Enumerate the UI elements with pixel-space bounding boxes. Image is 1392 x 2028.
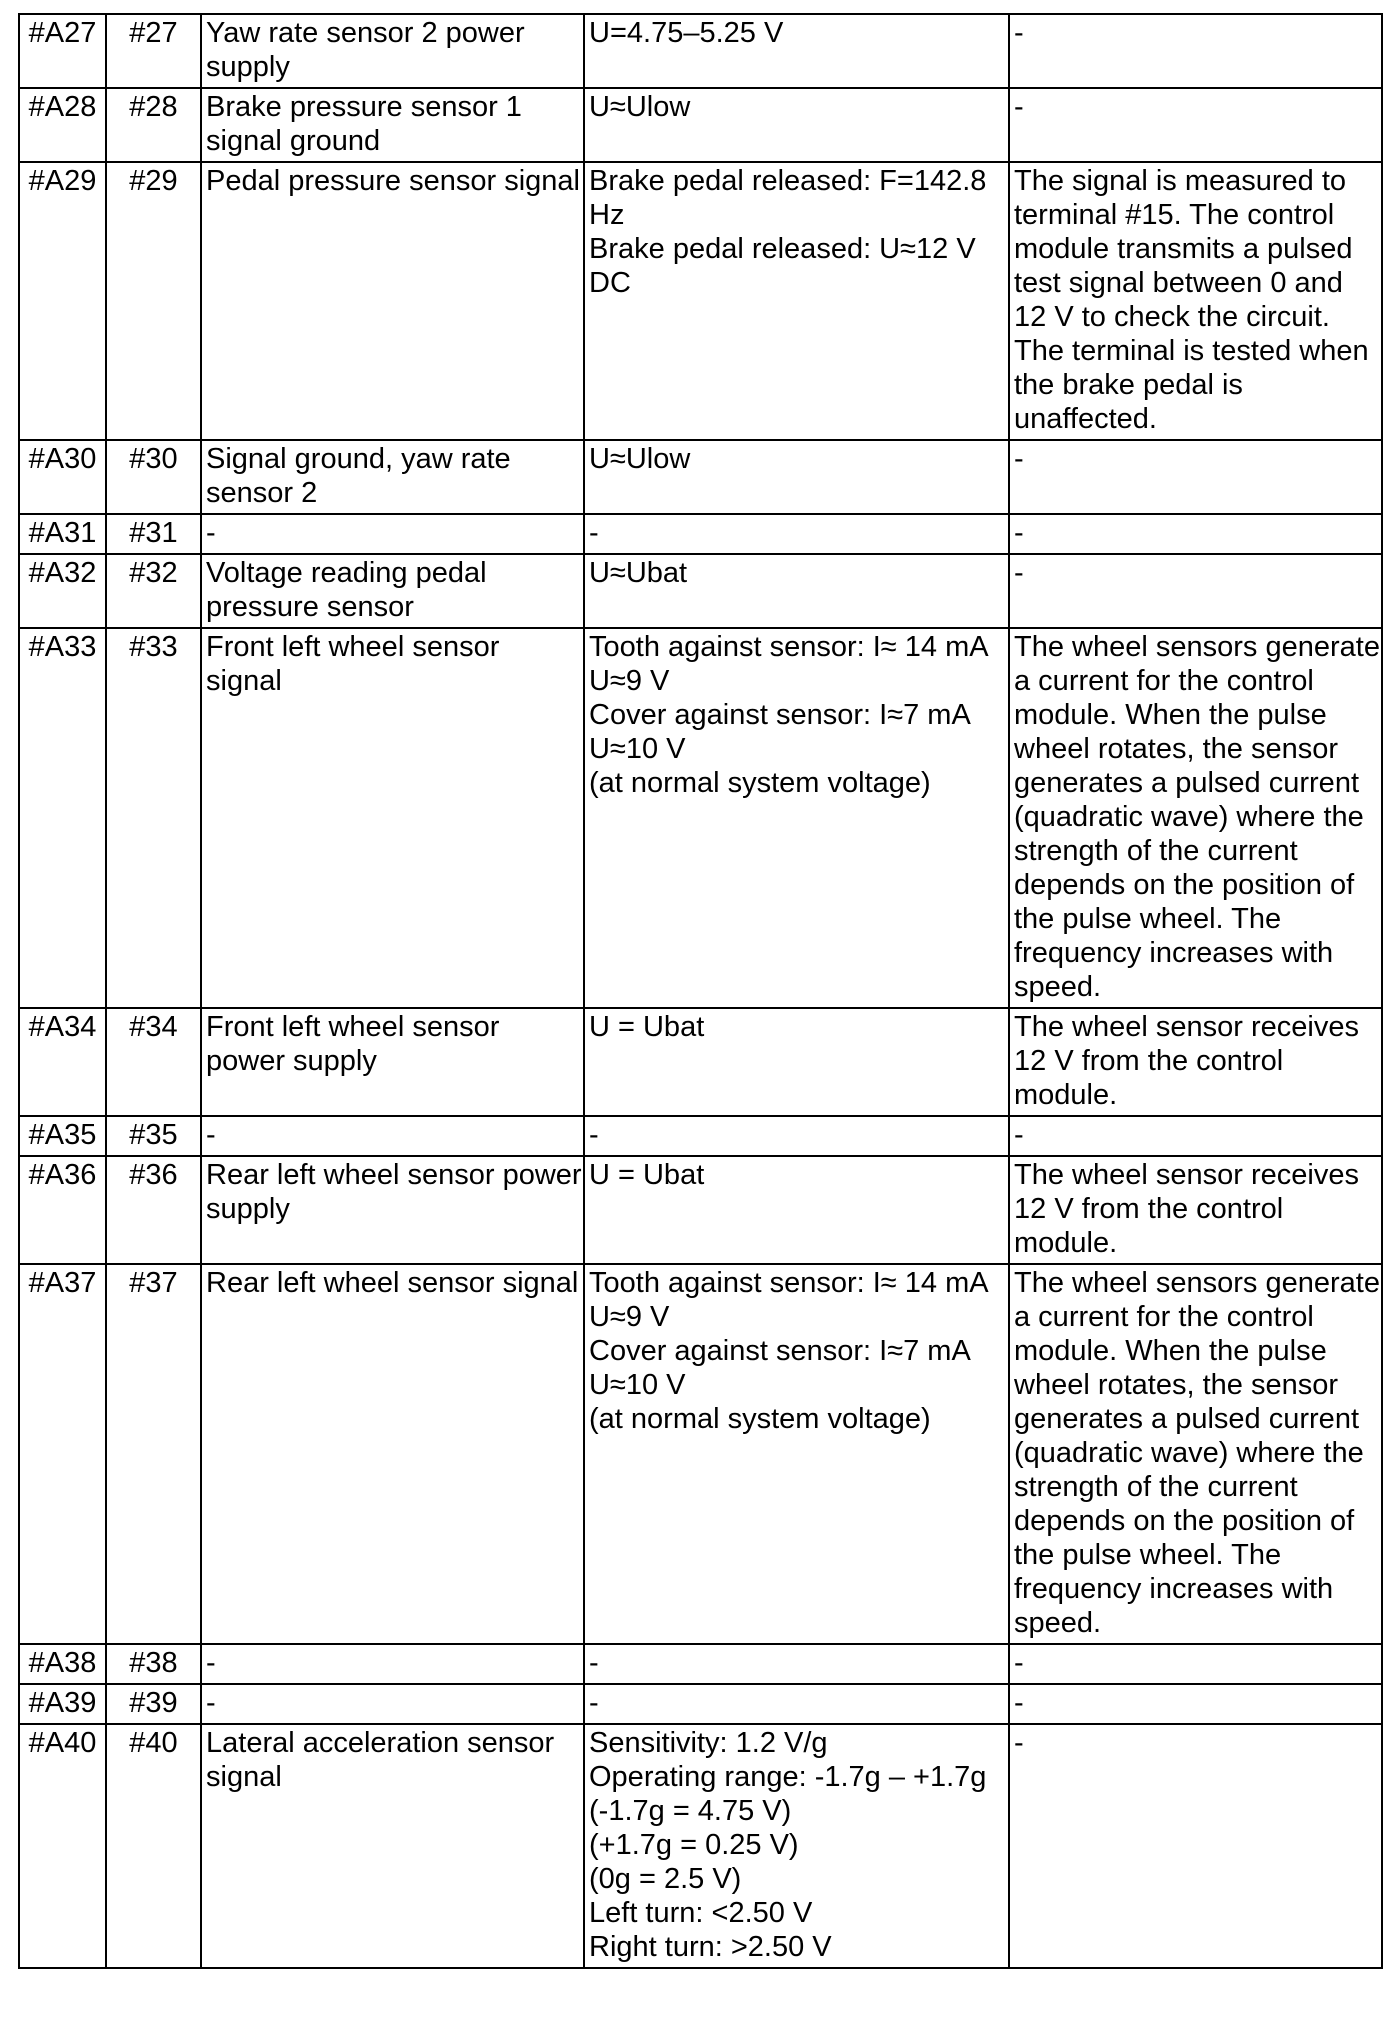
pin-number-cell: #27 (106, 14, 201, 88)
value-line: Brake pedal released: F=142.8 Hz (589, 165, 995, 231)
pin-id-cell: #A40 (19, 1724, 106, 1968)
table-row (19, 1008, 1382, 1116)
value-cell (584, 1264, 1009, 1644)
value-cell (584, 628, 1009, 1008)
pin-number-cell: #38 (106, 1644, 201, 1684)
description-cell: Front left wheel sensor power supply (201, 1008, 584, 1116)
table-row (19, 628, 1382, 1008)
value-cell (584, 1156, 1009, 1264)
value-cell (584, 14, 1009, 88)
note-cell: The wheel sensors generate a current for the control module. When the pulse wheel rotates, the sensor generates a pulsed current (quadratic wave) where the strength of the current depends on the position of the pulse wheel. The frequency increases with speed. (1009, 628, 1382, 1008)
description-cell: Brake pressure sensor 1 signal ground (201, 88, 584, 162)
value-line: - (589, 1687, 599, 1719)
value-cell (584, 1644, 1009, 1684)
value-line: - (589, 1119, 599, 1151)
pin-id-cell: #A31 (19, 514, 106, 554)
note-cell: The wheel sensors generate a current for the control module. When the pulse wheel rotates, the sensor generates a pulsed current (quadratic wave) where the strength of the current depends on the position of the pulse wheel. The frequency increases with speed. (1009, 1264, 1382, 1644)
pin-id-cell: #A38 (19, 1644, 106, 1684)
value-line: Sensitivity: 1.2 V/g (589, 1727, 828, 1759)
table-row (19, 1116, 1382, 1156)
pin-id-cell: #A29 (19, 162, 106, 440)
description-cell: Rear left wheel sensor signal (201, 1264, 584, 1644)
table-row (19, 554, 1382, 628)
value-line: Left turn: <2.50 V (589, 1897, 813, 1929)
value-cell (584, 1684, 1009, 1724)
value-line: U = Ubat (589, 1159, 705, 1191)
description-cell: Pedal pressure sensor signal (201, 162, 584, 440)
table-row (19, 440, 1382, 514)
pin-id-cell: #A33 (19, 628, 106, 1008)
description-cell: - (201, 1684, 584, 1724)
note-cell: The wheel sensor receives 12 V from the control module. (1009, 1008, 1382, 1116)
description-cell: Signal ground, yaw rate sensor 2 (201, 440, 584, 514)
pin-id-cell: #A28 (19, 88, 106, 162)
description-cell: Yaw rate sensor 2 power supply (201, 14, 584, 88)
pin-id-cell: #A30 (19, 440, 106, 514)
pin-id-cell: #A37 (19, 1264, 106, 1644)
pin-number-cell: #33 (106, 628, 201, 1008)
note-cell: - (1009, 1724, 1382, 1968)
description-cell: - (201, 1116, 584, 1156)
value-line: (-1.7g = 4.75 V) (589, 1795, 792, 1827)
value-line: Brake pedal released: U≈12 V DC (589, 233, 984, 299)
description-cell: Lateral acceleration sensor signal (201, 1724, 584, 1968)
note-cell: - (1009, 1684, 1382, 1724)
pin-number-cell: #39 (106, 1684, 201, 1724)
value-line: Right turn: >2.50 V (589, 1931, 832, 1963)
note-cell: - (1009, 554, 1382, 628)
pin-number-cell: #31 (106, 514, 201, 554)
description-cell: Voltage reading pedal pressure sensor (201, 554, 584, 628)
table-row (19, 1264, 1382, 1644)
table-row (19, 88, 1382, 162)
table-row (19, 1724, 1382, 1968)
note-cell: - (1009, 514, 1382, 554)
table-row (19, 14, 1382, 88)
pin-id-cell: #A32 (19, 554, 106, 628)
table-row (19, 1156, 1382, 1264)
table-row (19, 514, 1382, 554)
value-line: (at normal system voltage) (589, 767, 931, 799)
note-cell: - (1009, 88, 1382, 162)
pin-id-cell: #A36 (19, 1156, 106, 1264)
value-line: U=4.75–5.25 V (589, 17, 784, 49)
note-cell: - (1009, 1644, 1382, 1684)
description-cell: - (201, 514, 584, 554)
pin-number-cell: #32 (106, 554, 201, 628)
table-row (19, 1644, 1382, 1684)
pin-number-cell: #40 (106, 1724, 201, 1968)
value-line: (at normal system voltage) (589, 1403, 931, 1435)
description-cell: Rear left wheel sensor power supply (201, 1156, 584, 1264)
description-cell: - (201, 1644, 584, 1684)
value-cell (584, 1724, 1009, 1968)
value-line: (0g = 2.5 V) (589, 1863, 742, 1895)
note-cell: - (1009, 440, 1382, 514)
value-line: U≈Ubat (589, 557, 688, 589)
table-row (19, 162, 1382, 440)
note-cell: The wheel sensor receives 12 V from the control module. (1009, 1156, 1382, 1264)
pin-id-cell: #A27 (19, 14, 106, 88)
value-line: U≈Ulow (589, 443, 691, 475)
pin-number-cell: #34 (106, 1008, 201, 1116)
pin-number-cell: #36 (106, 1156, 201, 1264)
value-line: Tooth against sensor: I≈ 14 mA U≈9 V (589, 631, 996, 697)
value-line: U≈Ulow (589, 91, 691, 123)
value-line: (+1.7g = 0.25 V) (589, 1829, 799, 1861)
value-cell (584, 554, 1009, 628)
value-line: - (589, 517, 599, 549)
pin-id-cell: #A35 (19, 1116, 106, 1156)
value-cell (584, 1116, 1009, 1156)
pin-id-cell: #A34 (19, 1008, 106, 1116)
value-line: Cover against sensor: I≈7 mA U≈10 V (589, 699, 978, 765)
value-line: Tooth against sensor: I≈ 14 mA U≈9 V (589, 1267, 996, 1333)
value-cell (584, 440, 1009, 514)
value-line: Operating range: -1.7g – +1.7g (589, 1761, 987, 1793)
pin-number-cell: #37 (106, 1264, 201, 1644)
note-cell: - (1009, 1116, 1382, 1156)
value-line: Cover against sensor: I≈7 mA U≈10 V (589, 1335, 978, 1401)
value-line: - (589, 1647, 599, 1679)
pin-table (18, 13, 1383, 1969)
pin-number-cell: #30 (106, 440, 201, 514)
table-row (19, 1684, 1382, 1724)
pin-id-cell: #A39 (19, 1684, 106, 1724)
value-cell (584, 88, 1009, 162)
pin-number-cell: #28 (106, 88, 201, 162)
value-cell (584, 514, 1009, 554)
value-cell (584, 162, 1009, 440)
note-cell: The signal is measured to terminal #15. The control module transmits a pulsed test signal between 0 and 12 V to check the circuit. The terminal is tested when the brake pedal is unaffected. (1009, 162, 1382, 440)
value-line: U = Ubat (589, 1011, 705, 1043)
pin-table-body (19, 14, 1382, 1968)
pin-number-cell: #29 (106, 162, 201, 440)
description-cell: Front left wheel sensor signal (201, 628, 584, 1008)
note-cell: - (1009, 14, 1382, 88)
value-cell (584, 1008, 1009, 1116)
pin-number-cell: #35 (106, 1116, 201, 1156)
